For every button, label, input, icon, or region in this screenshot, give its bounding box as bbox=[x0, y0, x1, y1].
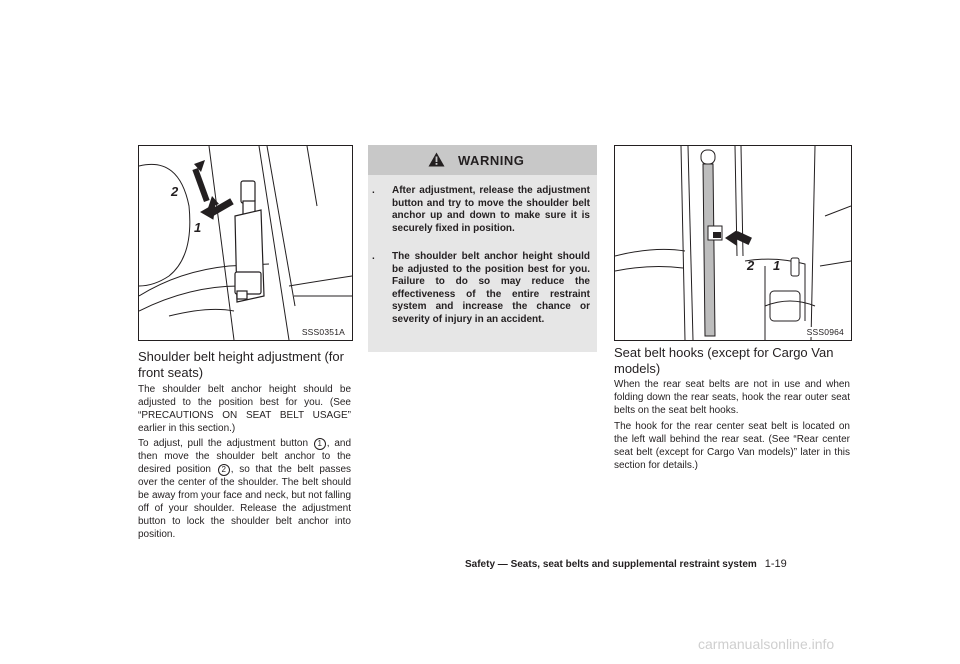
figure-code: SSS0351A bbox=[301, 327, 345, 337]
shoulder-belt-illustration bbox=[139, 146, 352, 340]
watermark: carmanualsonline.info bbox=[698, 636, 835, 652]
section-heading-shoulder-belt: Shoulder belt height adjustment (for front seats) bbox=[138, 349, 344, 380]
callout-circle-1: 1 bbox=[314, 438, 326, 450]
callout-1: 1 bbox=[194, 220, 202, 235]
paragraph-text: , and then move the shoulder belt anchor to the desired position bbox=[138, 438, 352, 475]
footer-section: Safety — Seats, seat belts and supplemental restraint system bbox=[465, 559, 757, 570]
warning-box bbox=[368, 145, 597, 352]
warning-text: After adjustment, release the adjustment button and try to move the shoulder belt anchor up and down to make sure it is securely fixed in position. bbox=[392, 185, 590, 234]
seat-belt-hook-figure bbox=[614, 145, 852, 341]
paragraph: The shoulder belt anchor height should be adjusted to the position best for you. (See “PRECAUTIONS ON SEAT BELT USAGE” earlier in this section.) bbox=[138, 384, 351, 434]
callout-2: 2 bbox=[171, 184, 179, 199]
warning-item bbox=[372, 185, 591, 247]
warning-item bbox=[372, 251, 591, 351]
page-footer bbox=[465, 558, 787, 570]
warning-title: WARNING bbox=[458, 153, 525, 168]
shoulder-belt-figure bbox=[138, 145, 353, 341]
callout-circle-2: 2 bbox=[218, 464, 230, 476]
warning-header bbox=[368, 145, 597, 175]
page-number: 1-19 bbox=[764, 558, 787, 570]
bullet: . bbox=[372, 185, 375, 196]
warning-triangle-icon bbox=[428, 152, 445, 167]
seat-belt-hook-illustration bbox=[615, 146, 851, 340]
paragraph: The hook for the rear center seat belt is located on the left wall behind the rear seat. (See “Rear center seat belt (except for Cargo Van models)” later in this section for details.) bbox=[614, 421, 850, 471]
callout-2: 2 bbox=[747, 258, 755, 273]
figure-code: SSS0964 bbox=[806, 327, 844, 337]
callout-1: 1 bbox=[773, 258, 781, 273]
warning-text: The shoulder belt anchor height should be adjusted to the position best for you. Failure to do so may reduce the effectiveness of the entire restraint system and increase the chance or severity of injury in an accident. bbox=[392, 251, 590, 325]
paragraph: When the rear seat belts are not in use and when folding down the rear seats, hook the rear outer seat belts on the seat belt hooks. bbox=[614, 379, 850, 416]
paragraph-text: , so that the belt passes over the center of the shoulder. The belt should be away from your face and neck, but not falling off of your shoulder. Release the adjustment button to lock the shoulder belt anchor into position. bbox=[138, 464, 351, 540]
bullet: . bbox=[372, 251, 375, 262]
paragraph-text: To adjust, pull the adjustment button bbox=[138, 438, 309, 449]
section-heading-seat-belt-hooks: Seat belt hooks (except for Cargo Van models) bbox=[614, 345, 834, 376]
paragraph bbox=[138, 437, 351, 541]
